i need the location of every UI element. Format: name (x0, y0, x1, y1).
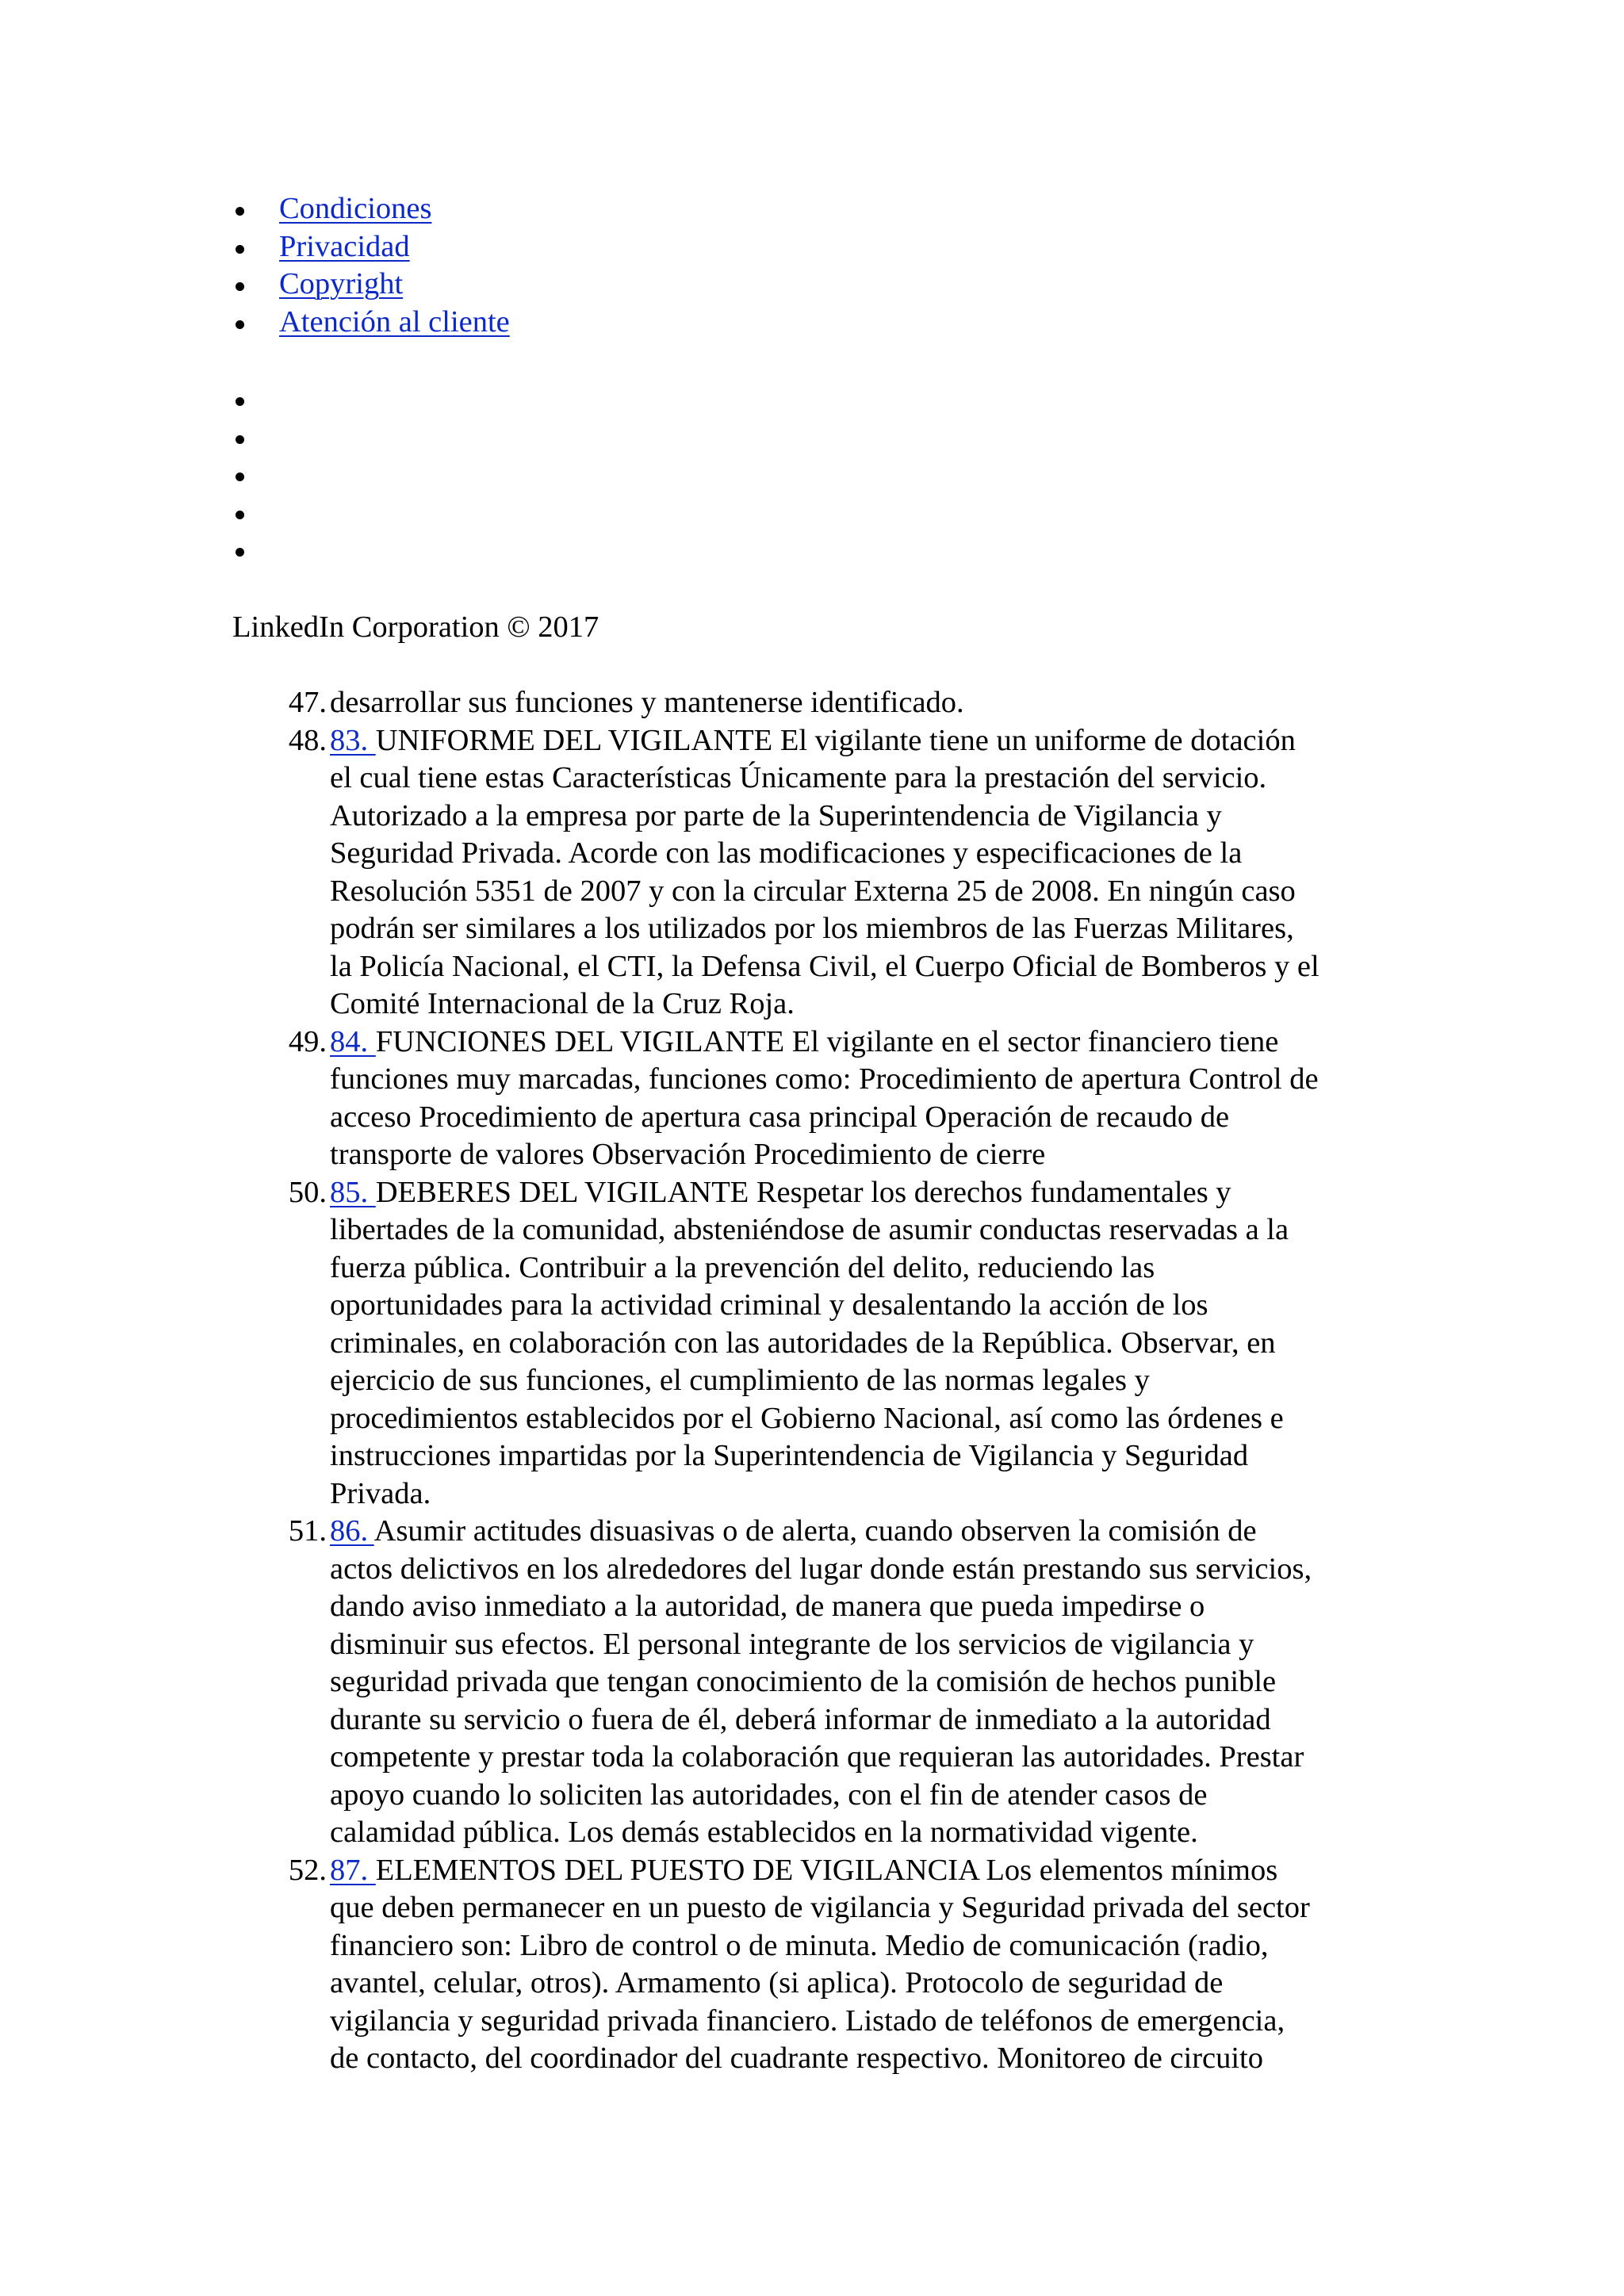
item-text: el cual tiene estas Características Únicamente para la prestación del servicio. (330, 761, 1267, 794)
text-line (330, 948, 1396, 986)
item-text: disminuir sus efectos. El personal integrante de los servicios de vigilancia y (330, 1627, 1254, 1661)
text-line (330, 1437, 1396, 1475)
item-text: apoyo cuando lo soliciten las autoridades, con el fin de atender casos de (330, 1777, 1208, 1812)
bullet-icon (236, 282, 244, 291)
item-text: acceso Procedimiento de apertura casa principal Operación de recaudo de (330, 1100, 1230, 1134)
item-text: seguridad privada que tengan conocimiento de la comisión de hechos punible (330, 1665, 1277, 1698)
text-line (330, 1551, 1396, 1589)
text-line (330, 873, 1396, 911)
bullet-icon (236, 473, 244, 481)
text-line (330, 1136, 1396, 1174)
item-text: fuerza pública. Contribuir a la prevención del delito, reduciendo las (330, 1250, 1155, 1284)
item-link[interactable]: 86. (330, 1514, 374, 1548)
item-text: Comité Internacional de la Cruz Roja. (330, 987, 795, 1020)
item-text: procedimientos establecidos por el Gobierno Nacional, así como las órdenes e (330, 1401, 1284, 1435)
text-line (330, 2040, 1396, 2078)
text-line (330, 1889, 1396, 1927)
item-number: 51. (288, 1514, 327, 1548)
text-line (330, 1362, 1396, 1400)
link-atencion-al-cliente[interactable]: Atención al cliente (279, 304, 510, 339)
item-text: desarrollar sus funciones y mantenerse identificado. (330, 686, 964, 719)
item-text: Privada. (330, 1476, 431, 1510)
text-line (330, 1701, 1396, 1739)
text-line (330, 1588, 1396, 1626)
item-text: dando aviso inmediato a la autoridad, de manera que pueda impedirse o (330, 1590, 1205, 1623)
item-text: ejercicio de sus funciones, el cumplimiento de las normas legales y (330, 1364, 1150, 1397)
text-line (330, 1325, 1396, 1363)
item-text: UNIFORME DEL VIGILANTE El vigilante tiene un uniforme de dotación (375, 723, 1296, 757)
text-line (330, 1852, 1396, 1890)
item-number: 49. (288, 1024, 327, 1058)
bullet-icon (236, 320, 244, 329)
list-item (288, 684, 1396, 722)
item-text: vigilancia y seguridad privada financiero. Listado de teléfonos de emergencia, (330, 2003, 1285, 2038)
bullet-icon (236, 397, 244, 406)
text-line (330, 1475, 1396, 1513)
text-line (330, 1249, 1396, 1288)
text-line (330, 1099, 1396, 1137)
item-text: que deben permanecer en un puesto de vigilancia y Seguridad privada del sector (330, 1891, 1310, 1924)
link-privacidad[interactable]: Privacidad (279, 229, 410, 263)
bullet-icon (236, 511, 244, 519)
list-item (288, 1024, 1396, 1174)
item-text: funciones muy marcadas, funciones como: Procedimiento de apertura Control de (330, 1062, 1319, 1096)
item-text: avantel, celular, otros). Armamento (si aplica). Protocolo de seguridad de (330, 1966, 1224, 1999)
numbered-content-list (288, 684, 1396, 2078)
link-copyright[interactable]: Copyright (279, 267, 404, 300)
item-text: financiero son: Libro de control o de minuta. Medio de comunicación (radio, (330, 1928, 1269, 1962)
list-item (279, 190, 510, 228)
list-item (288, 1513, 1396, 1852)
list-item (288, 722, 1396, 1024)
text-line (330, 910, 1396, 948)
link-condiciones[interactable]: Condiciones (279, 192, 432, 225)
item-text: calamidad pública. Los demás establecidos en la normatividad vigente. (330, 1816, 1198, 1849)
item-text: Autorizado a la empresa por parte de la Superintendencia de Vigilancia y (330, 798, 1222, 832)
item-text: instrucciones impartidas por la Superintendencia de Vigilancia y Seguridad (330, 1439, 1249, 1472)
item-text: actos delictivos en los alrededores del lugar donde están prestando sus servicios, (330, 1552, 1312, 1586)
item-text: transporte de valores Observación Procedimiento de cierre (330, 1138, 1046, 1171)
item-text: Asumir actitudes disuasivas o de alerta, cuando observen la comisión de (373, 1514, 1257, 1548)
item-text: competente y prestar toda la colaboración que requieran las autoridades. Prestar (330, 1740, 1304, 1774)
item-text: DEBERES DEL VIGILANTE Respetar los derechos fundamentales y (375, 1175, 1231, 1209)
text-line (330, 1287, 1396, 1325)
footer-link-list (279, 190, 510, 341)
text-line (330, 1061, 1396, 1099)
list-item (288, 1174, 1396, 1513)
text-line (330, 722, 1396, 760)
bullet-icon (236, 207, 244, 216)
text-line (330, 1513, 1396, 1551)
item-text: ELEMENTOS DEL PUESTO DE VIGILANCIA Los elementos mínimos (375, 1853, 1278, 1887)
item-link[interactable]: 83. (330, 723, 376, 757)
text-line (330, 684, 1396, 722)
text-line (330, 1777, 1396, 1815)
copyright-notice: LinkedIn Corporation © 2017 (232, 610, 599, 644)
item-number: 52. (288, 1853, 327, 1887)
item-link[interactable]: 85. (330, 1175, 376, 1209)
text-line (330, 1739, 1396, 1777)
list-item (279, 266, 510, 304)
list-item (279, 228, 510, 266)
item-text: Resolución 5351 de 2007 y con la circular Externa 25 de 2008. En ningún caso (330, 874, 1296, 908)
text-line (330, 2003, 1396, 2041)
item-text: la Policía Nacional, el CTI, la Defensa Civil, el Cuerpo Oficial de Bomberos y el (330, 949, 1320, 983)
item-number: 50. (288, 1175, 327, 1209)
item-text: de contacto, del coordinador del cuadrante respectivo. Monitoreo de circuito (330, 2042, 1263, 2075)
list-item (288, 1852, 1396, 2078)
item-text: Seguridad Privada. Acorde con las modificaciones y especificaciones de la (330, 836, 1243, 870)
item-number: 47. (288, 686, 327, 719)
list-item (279, 304, 510, 342)
item-text: durante su servicio o fuera de él, deberá informar de inmediato a la autoridad (330, 1702, 1271, 1736)
item-link[interactable]: 84. (330, 1024, 376, 1058)
text-line (330, 985, 1396, 1024)
text-line (330, 1400, 1396, 1438)
text-line (330, 1927, 1396, 1965)
text-line (330, 1965, 1396, 2003)
item-number: 48. (288, 723, 327, 757)
text-line (330, 760, 1396, 798)
text-line (330, 835, 1396, 873)
item-text: podrán ser similares a los utilizados por los miembros de las Fuerzas Militares, (330, 912, 1294, 945)
bullet-icon (236, 245, 244, 254)
item-text: libertades de la comunidad, absteniéndose de asumir conductas reservadas a la (330, 1213, 1289, 1246)
item-text: criminales, en colaboración con las autoridades de la República. Observar, en (330, 1326, 1276, 1360)
text-line (330, 1626, 1396, 1664)
item-text: oportunidades para la actividad criminal y desalentando la acción de los (330, 1288, 1208, 1322)
text-line (330, 1663, 1396, 1701)
text-line (330, 1174, 1396, 1212)
bullet-icon (236, 435, 244, 444)
text-line (330, 1024, 1396, 1062)
text-line (330, 1814, 1396, 1852)
item-link[interactable]: 87. (330, 1853, 376, 1887)
item-text: FUNCIONES DEL VIGILANTE El vigilante en el sector financiero tiene (375, 1024, 1279, 1058)
bullet-icon (236, 548, 244, 557)
text-line (330, 1211, 1396, 1249)
text-line (330, 798, 1396, 836)
